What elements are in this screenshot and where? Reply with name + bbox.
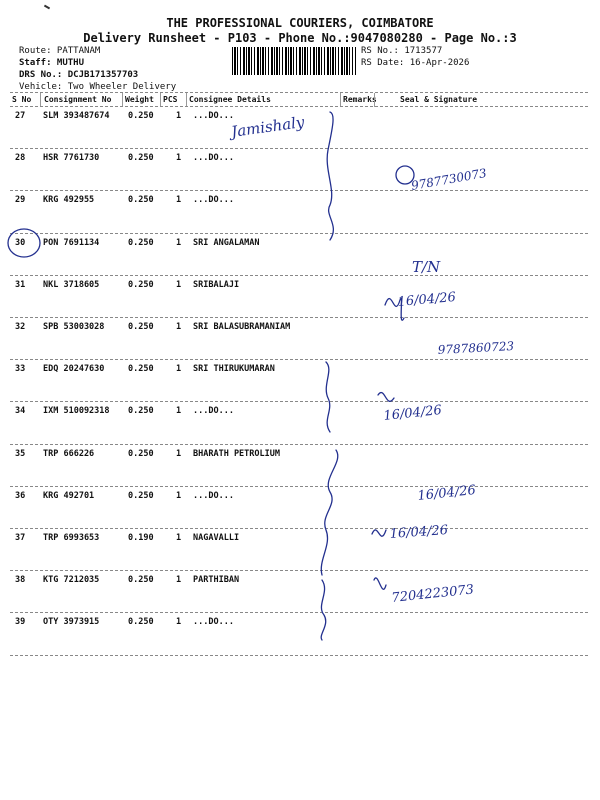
row-pcs: 1 (176, 111, 182, 121)
row-consignment-no: NKL 3718605 (43, 280, 100, 290)
col-pcs: PCS (163, 95, 178, 104)
row-consignee-details: ...DO... (193, 195, 234, 205)
row-weight: 0.250 (128, 322, 154, 332)
staff-label: Staff: MUTHU (19, 58, 85, 68)
col-sno: S No (12, 95, 32, 104)
handwritten-signature: 9787730073 (410, 165, 488, 193)
row-consignment-no: SLM 393487674 (43, 111, 110, 121)
scribble-mark (378, 393, 394, 402)
row-consignment-no: KRG 492701 (43, 491, 95, 501)
row-weight: 0.250 (128, 491, 154, 501)
brace-mark (326, 362, 330, 432)
company-title: THE PROFESSIONAL COURIERS, COIMBATORE (166, 16, 434, 30)
row-consignee-details: ...DO... (193, 491, 234, 501)
row-pcs: 1 (176, 491, 182, 501)
row-weight: 0.250 (128, 111, 154, 121)
row-consignee-details: ...DO... (193, 153, 234, 163)
vehicle-label: Vehicle: Two Wheeler Delivery (19, 82, 177, 92)
row-consignment-no: OTY 3973915 (43, 617, 100, 627)
row-weight: 0.250 (128, 153, 154, 163)
brace-mark (321, 450, 338, 575)
scribble-mark (372, 530, 386, 536)
row-consignee-details: BHARATH PETROLIUM (193, 449, 280, 459)
row-consignment-no: SPB 53003028 (43, 322, 105, 332)
row-consignee-details: SRI BALASUBRAMANIAM (193, 322, 291, 332)
row-consignee-details: SRI ANGALAMAN (193, 238, 260, 248)
runsheet-subtitle: Delivery Runsheet - P103 - Phone No.:9047080280 - Page No.:3 (83, 31, 517, 45)
row-pcs: 1 (176, 238, 182, 248)
col-remarks: Remarks (343, 95, 377, 104)
row-weight: 0.250 (128, 195, 154, 205)
route-label: Route: PATTANAM (19, 46, 101, 56)
row-weight: 0.250 (128, 364, 154, 374)
brace-mark (321, 580, 326, 640)
row-sno: 30 (15, 238, 26, 248)
row-sno: 38 (15, 575, 26, 585)
col-seal: Seal & Signature (400, 95, 478, 104)
handwritten-signature: 9787860723 (437, 339, 515, 357)
row-sno: 39 (15, 617, 26, 627)
row-weight: 0.250 (128, 280, 154, 290)
handwritten-signature: 7204223073 (390, 582, 475, 606)
row-pcs: 1 (176, 575, 182, 585)
row-weight: 0.250 (128, 617, 154, 627)
row-sno: 32 (15, 322, 26, 332)
row-consignee-details: NAGAVALLI (193, 533, 240, 543)
col-details: Consignee Details (189, 95, 271, 104)
row-pcs: 1 (176, 406, 182, 416)
row-consignment-no: EDQ 20247630 (43, 364, 105, 374)
handwritten-signature: 16/04/26 (389, 522, 449, 542)
rs-date: RS Date: 16-Apr-2026 (361, 58, 470, 68)
row-consignee-details: ...DO... (193, 111, 234, 121)
row-sno: 29 (15, 195, 26, 205)
row-sno: 27 (15, 111, 26, 121)
row-weight: 0.250 (128, 406, 154, 416)
col-weight: Weight (125, 95, 154, 104)
row-sno: 37 (15, 533, 26, 543)
row-pcs: 1 (176, 280, 182, 290)
row-weight: 0.190 (128, 533, 154, 543)
row-consignment-no: KTG 7212035 (43, 575, 100, 585)
handwritten-signature: 16/04/26 (382, 402, 443, 424)
handwritten-signature: T/N (412, 258, 441, 276)
row-consignment-no: HSR 7761730 (43, 153, 100, 163)
row-consignee-details: ...DO... (193, 406, 234, 416)
scribble-mark (374, 578, 386, 589)
row-pcs: 1 (176, 195, 182, 205)
row-consignment-no: TRP 6993653 (43, 533, 100, 543)
row-pcs: 1 (176, 364, 182, 374)
row-consignment-no: TRP 666226 (43, 449, 95, 459)
handwritten-signature: 16/04/26 (416, 482, 477, 504)
row-pcs: 1 (176, 617, 182, 627)
circle-mark (8, 229, 40, 257)
rs-number: RS No.: 1713577 (361, 46, 443, 56)
row-sno: 33 (15, 364, 26, 374)
row-consignee-details: ...DO... (193, 617, 234, 627)
row-sno: 31 (15, 280, 26, 290)
col-consignment: Consignment No (44, 95, 112, 104)
row-sno: 28 (15, 153, 26, 163)
row-sno: 35 (15, 449, 26, 459)
row-consignee-details: SRI THIRUKUMARAN (193, 364, 275, 374)
row-pcs: 1 (176, 322, 182, 332)
handwritten-signature: Jamishaly (230, 112, 306, 141)
row-sno: 34 (15, 406, 26, 416)
row-pcs: 1 (176, 449, 182, 459)
row-weight: 0.250 (128, 575, 154, 585)
row-pcs: 1 (176, 533, 182, 543)
row-consignment-no: KRG 492955 (43, 195, 95, 205)
drs-label: DRS No.: DCJB171357703 (19, 70, 139, 80)
row-consignment-no: PON 7691134 (43, 238, 100, 248)
handwritten-signature: 16/04/26 (397, 289, 457, 310)
brace-mark (327, 112, 333, 240)
row-weight: 0.250 (128, 238, 154, 248)
row-consignment-no: IXM 510092318 (43, 406, 110, 416)
row-sno: 36 (15, 491, 26, 501)
row-weight: 0.250 (128, 449, 154, 459)
row-consignee-details: SRIBALAJI (193, 280, 240, 290)
row-consignee-details: PARTHIBAN (193, 575, 240, 585)
row-pcs: 1 (176, 153, 182, 163)
